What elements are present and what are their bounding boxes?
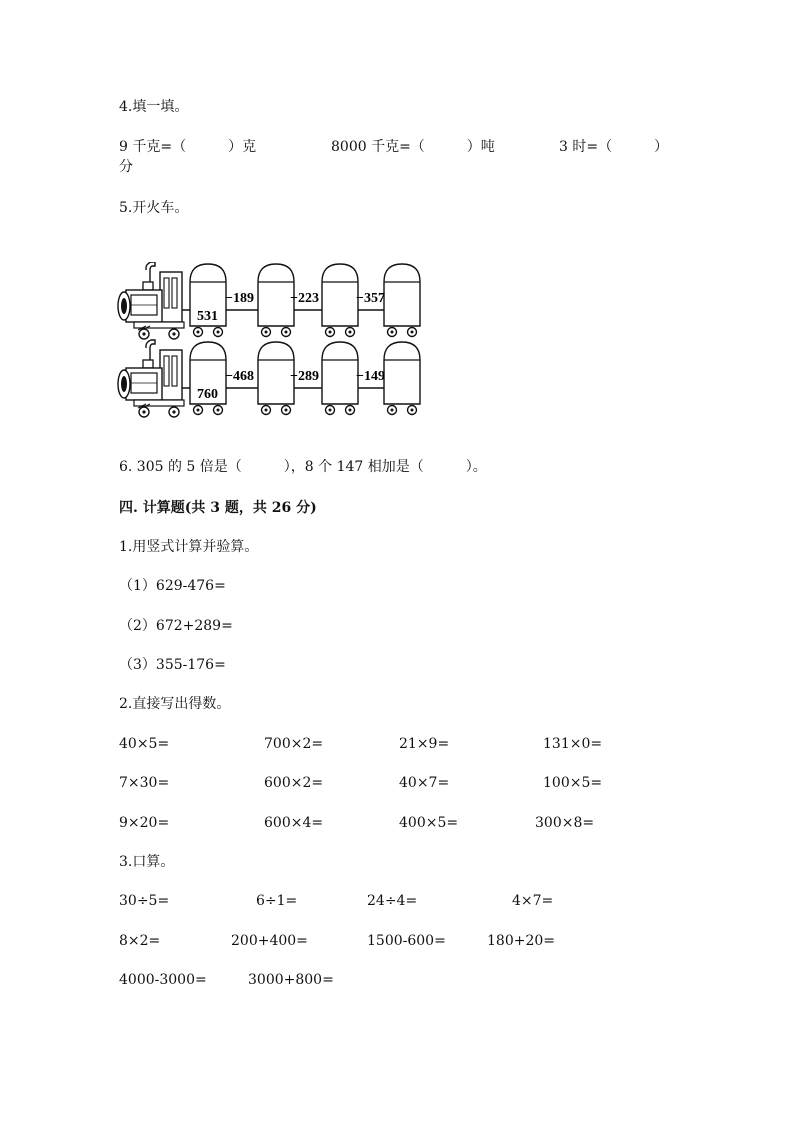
train-2-op-3: −149 <box>356 369 385 384</box>
q4-item-2: 8000 千克=（ ）吨 <box>331 139 495 155</box>
train-1-start: 531 <box>197 309 218 324</box>
c3-r3-c2: 3000+800= <box>248 972 334 988</box>
c3-r1-c1: 30÷5= <box>119 893 170 909</box>
c1-item-3: （3）355-176= <box>119 657 226 673</box>
c2-title: 2.直接写出得数。 <box>119 696 231 712</box>
train-2 <box>118 340 420 417</box>
train-1-op-2: +223 <box>290 291 319 306</box>
c3-title: 3.口算。 <box>119 854 175 870</box>
c2-r3-c2: 600×4= <box>264 815 324 831</box>
c1-item-2: （2）672+289= <box>119 618 233 634</box>
c3-r1-c3: 24÷4= <box>367 893 418 909</box>
train-1-op-3: −357 <box>356 291 385 306</box>
c2-r2-c3: 40×7= <box>399 775 450 791</box>
q4-item-1: 9 千克=（ ）克 <box>119 139 257 155</box>
q4-title: 4.填一填。 <box>119 99 189 115</box>
c2-r2-c4: 100×5= <box>543 775 603 791</box>
train-2-start: 760 <box>197 387 218 402</box>
c3-r3-c1: 4000-3000= <box>119 972 207 988</box>
q5-title: 5.开火车。 <box>119 200 189 216</box>
c2-r2-c1: 7×30= <box>119 775 170 791</box>
train-1-op-1: −189 <box>225 291 254 306</box>
c2-r3-c4: 300×8= <box>535 815 595 831</box>
c2-r3-c1: 9×20= <box>119 815 170 831</box>
q4-wrap-unit: 分 <box>119 159 133 175</box>
c1-title: 1.用竖式计算并验算。 <box>119 539 259 555</box>
c3-r1-c2: 6÷1= <box>256 893 298 909</box>
c2-r1-c2: 700×2= <box>264 736 324 752</box>
c1-item-1: （1）629-476= <box>119 578 226 594</box>
c3-r2-c2: 200+400= <box>231 933 308 949</box>
c2-r1-c3: 21×9= <box>399 736 450 752</box>
c3-r2-c4: 180+20= <box>487 933 555 949</box>
q6-text: 6. 305 的 5 倍是（ ），8 个 147 相加是（ ）。 <box>119 459 487 475</box>
c3-r2-c3: 1500-600= <box>367 933 446 949</box>
train-1 <box>118 262 420 339</box>
c2-r1-c4: 131×0= <box>543 736 603 752</box>
c2-r3-c3: 400×5= <box>399 815 459 831</box>
train-2-op-1: −468 <box>225 369 254 384</box>
train-figure <box>112 262 432 422</box>
c3-r2-c1: 8×2= <box>119 933 161 949</box>
train-2-op-2: +289 <box>290 369 319 384</box>
c2-r1-c1: 40×5= <box>119 736 170 752</box>
section-title: 四. 计算题(共 3 题，共 26 分) <box>119 500 317 516</box>
q4-item-3: 3 时=（ ） <box>559 139 669 155</box>
c2-r2-c2: 600×2= <box>264 775 324 791</box>
c3-r1-c4: 4×7= <box>512 893 554 909</box>
